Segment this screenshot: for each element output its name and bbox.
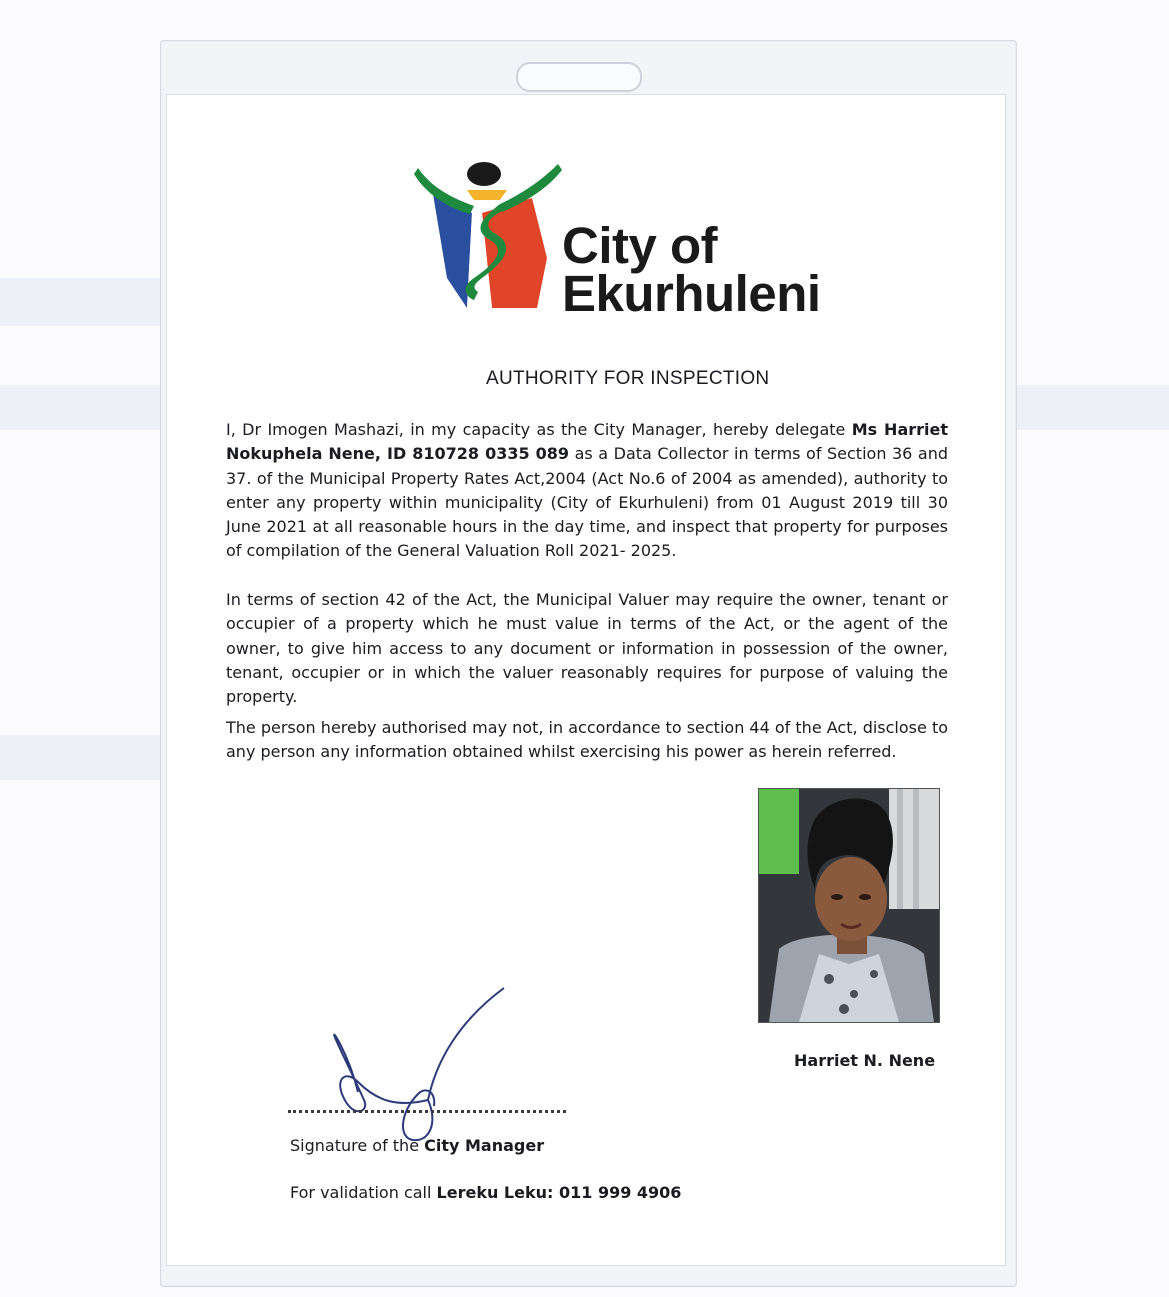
background-band — [1015, 385, 1169, 430]
delegate-name-id: Ms Harriet Nokuphela Nene, ID 810728 0335 089 — [226, 420, 948, 464]
organization-name-line2: Ekurhuleni — [562, 265, 821, 322]
organization-name — [562, 217, 821, 322]
signature-label-prefix: Signature of the — [290, 1136, 425, 1155]
organization-name-line1: City of — [562, 217, 718, 274]
background-band — [0, 385, 165, 430]
validation-contact — [290, 1183, 681, 1202]
delegation-intro: I, Dr Imogen Mashazi, in my capacity as the City Manager, hereby delegate — [226, 420, 852, 439]
portrait-image — [759, 789, 939, 1022]
validation-contact-number: Lereku Leku: 011 999 4906 — [436, 1183, 682, 1202]
document-title: AUTHORITY FOR INSPECTION — [486, 368, 770, 389]
validation-prefix: For validation call — [290, 1183, 437, 1202]
section-44-paragraph: The person hereby authorised may not, in accordance to section 44 of the Act, disclose to any person any information obtained whilst exercising his power as herein referred. — [226, 718, 948, 762]
background-band — [0, 735, 165, 780]
handwritten-signature-icon — [318, 982, 518, 1162]
section-42-paragraph: In terms of section 42 of the Act, the Municipal Valuer may require the owner, tenant or occupier of a property which he must value in terms of the Act, or the agent of the owner, to give him access to any document or information in possession of the owner, tenant, occupier or in which the valuer reasonably requires for purpose of valuing the property. — [226, 590, 948, 707]
holder-name: Harriet N. Nene — [794, 1051, 936, 1070]
lanyard-slot — [516, 62, 642, 92]
signature-label — [290, 1136, 544, 1155]
delegation-body: as a Data Collector in terms of Section 36 and 37. of the Municipal Property Rates Act,2004 (Act No.6 of 2004 as amended), authority to enter any property within municipality (City of Ekurhuleni) from 01 August 2019 till 30 June 2021 at all reasonable hours in the day time, and inspect that property for purposes of compilation of the General Valuation Roll 2021- 2025. — [226, 444, 949, 561]
signature-line — [288, 1110, 566, 1113]
person-portrait-icon — [758, 788, 940, 1023]
background-band — [0, 278, 165, 326]
delegation-paragraph — [226, 418, 948, 564]
signature-label-role: City Manager — [424, 1136, 545, 1155]
city-of-ekurhuleni-logo-icon — [412, 158, 562, 318]
